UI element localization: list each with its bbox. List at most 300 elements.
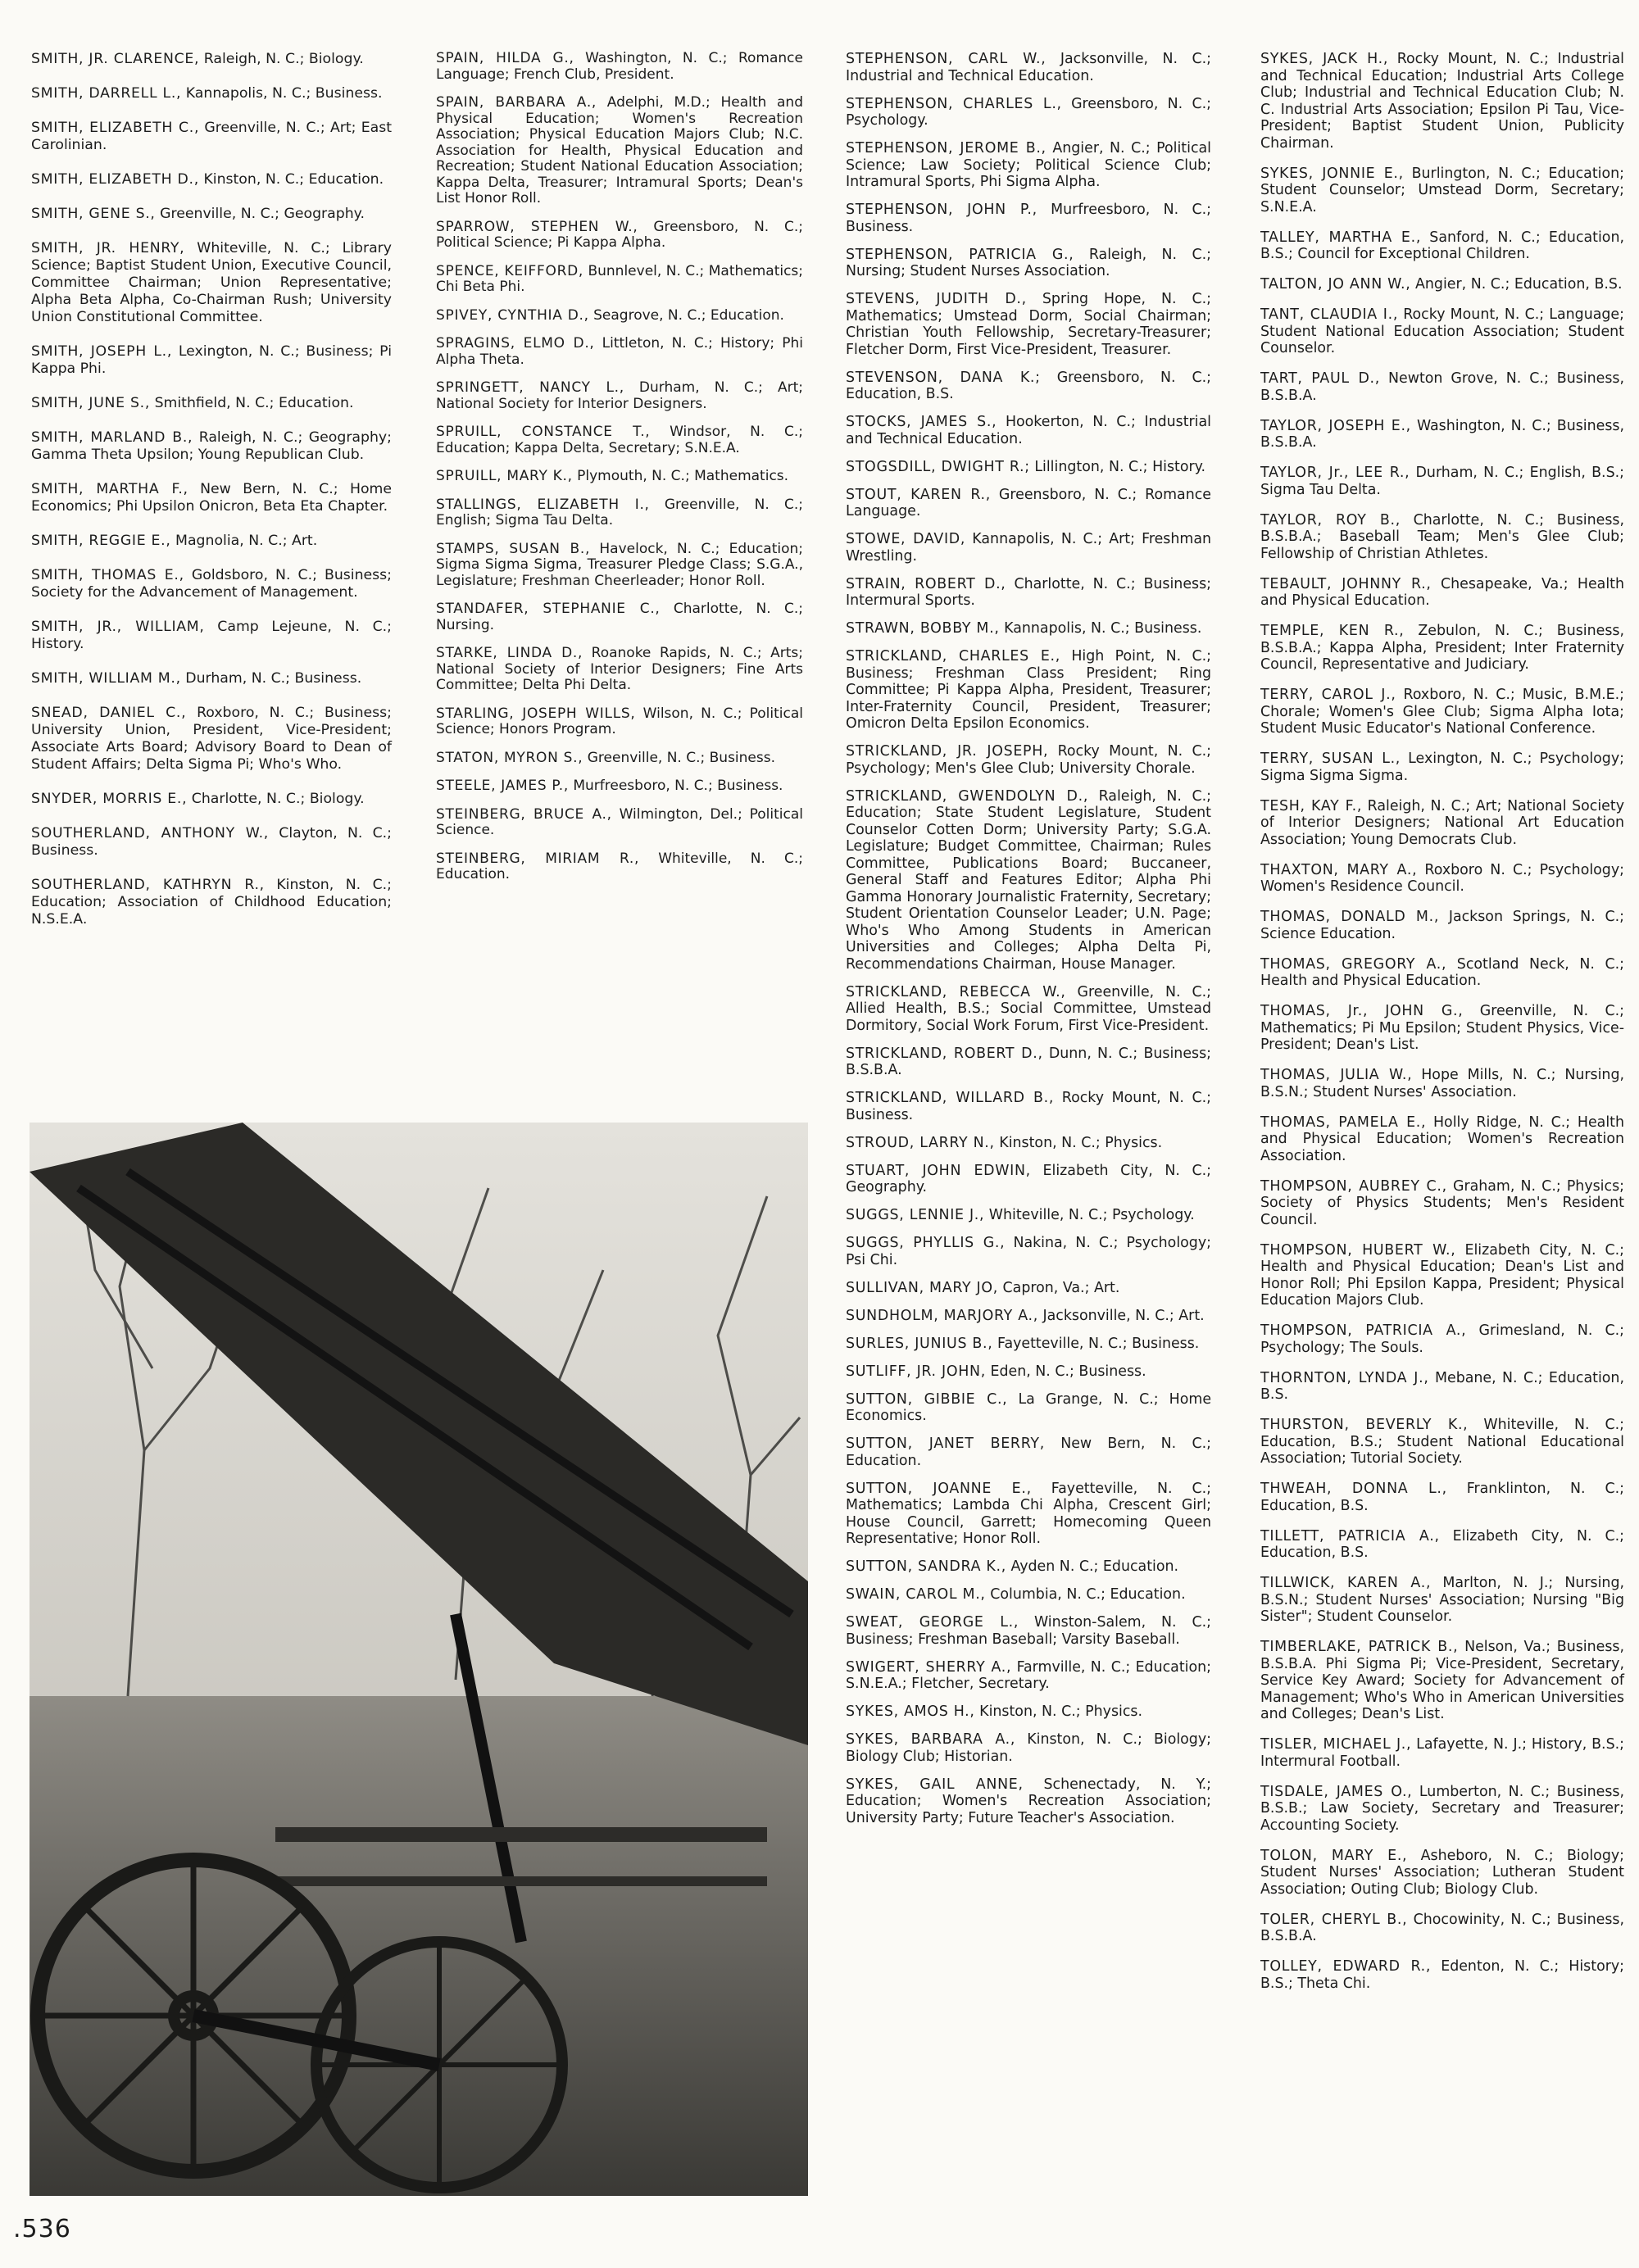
directory-entry <box>846 984 1211 1035</box>
entry-name: TALTON, JO ANN W., <box>1260 276 1411 293</box>
entry-name: SOUTHERLAND, ANTHONY W., <box>31 825 270 841</box>
directory-entry <box>846 202 1211 235</box>
entry-details: Whiteville, N. C.; Psychology. <box>988 1207 1195 1223</box>
entry-details: Durham, N. C.; Business. <box>185 670 362 687</box>
entry-name: THOMAS, DONALD M., <box>1260 909 1440 925</box>
entry-details: Washington, N. C.; Romance Language; French Club, President. <box>436 50 803 83</box>
entry-name: THOMAS, GREGORY A., <box>1260 955 1447 973</box>
directory-entry <box>846 1776 1211 1827</box>
entry-name: STOGSDILL, DWIGHT R.; <box>846 458 1030 475</box>
entry-name: SWEAT, GEORGE L., <box>846 1614 1019 1631</box>
entry-name: STRICKLAND, CHARLES E., <box>846 648 1061 665</box>
entry-name: STRAIN, ROBERT D., <box>846 575 1006 592</box>
entry-name: STRICKLAND, WILLARD B., <box>846 1090 1055 1106</box>
entry-name: SPRUILL, MARY K., <box>436 468 573 484</box>
entry-details: Greenville, N. C.; English; Sigma Tau Delta. <box>436 496 803 528</box>
entry-details: Durham, N. C.; English, B.S.; Sigma Tau Delta. <box>1260 465 1624 498</box>
entry-name: SUTTON, JOANNE E., <box>846 1480 1032 1497</box>
entry-name: TOLER, CHERYL B., <box>1260 1911 1408 1928</box>
entry-name: SMITH, GENE S., <box>31 206 156 222</box>
entry-name: SMITH, ELIZABETH C., <box>31 120 200 136</box>
entry-name: STEELE, JAMES P., <box>436 778 569 794</box>
entry-details: Greenville, N. C.; Allied Health, B.S.; Social Committee, Umstead Dormitory, Social Work Forum, First Vice-President. <box>846 983 1211 1034</box>
entry-name: STRICKLAND, JR. JOSEPH, <box>846 743 1049 760</box>
entry-name: SUTTON, GIBBIE C., <box>846 1390 1008 1408</box>
directory-entry <box>436 51 803 83</box>
directory-entry <box>846 1090 1211 1123</box>
entry-details: Winston-Salem, N. C.; Business; Freshman Baseball; Varsity Baseball. <box>846 1614 1212 1648</box>
directory-entry <box>846 414 1211 447</box>
entry-name: SWIGERT, SHERRY A., <box>846 1658 1012 1676</box>
entry-name: STRICKLAND, GWENDOLYN D., <box>846 787 1089 805</box>
entry-details: Murfreesboro, N. C.; Business. <box>846 202 1211 235</box>
directory-entry <box>31 240 392 326</box>
entry-name: SULLIVAN, MARY JO, <box>846 1279 998 1296</box>
directory-column-3 <box>846 51 1211 1838</box>
entry-details: Seagrove, N. C.; Education. <box>593 306 784 324</box>
entry-details: Roanoke Rapids, N. C.; Arts; National Society of Interior Designers; Fine Arts Committee; Delta Phi Delta. <box>436 645 803 693</box>
entry-details: Charlotte, N. C.; Business, B.S.B.A.; Baseball Team; Men's Glee Club; Fellowship of Christian Athletes. <box>1260 511 1624 562</box>
entry-details: Kannapolis, N. C.; Business. <box>185 85 383 102</box>
entry-name: THOMAS, PAMELA E., <box>1260 1114 1427 1131</box>
entry-name: SOUTHERLAND, KATHRYN R., <box>31 877 265 893</box>
entry-name: SMITH, THOMAS E., <box>31 567 184 583</box>
entry-name: STEPHENSON, PATRICIA G., <box>846 246 1074 263</box>
entry-name: TERRY, CAROL J., <box>1260 687 1396 703</box>
directory-entry <box>846 1586 1211 1603</box>
directory-entry <box>846 1280 1211 1297</box>
directory-entry <box>31 705 392 773</box>
directory-entry <box>846 487 1211 520</box>
directory-entry <box>31 533 392 550</box>
entry-name: SUTLIFF, JR. JOHN, <box>846 1363 986 1380</box>
directory-entry <box>31 51 392 68</box>
entry-details: Kinston, N. C.; Education. <box>203 171 384 188</box>
entry-details: Charlotte, N. C.; Nursing. <box>436 601 803 633</box>
directory-entry <box>1260 862 1624 896</box>
photo-old-wagon <box>30 1123 808 2196</box>
entry-details: Franklinton, N. C.; Education, B.S. <box>1260 1481 1624 1514</box>
directory-entry <box>31 343 392 378</box>
entry-details: Wilmington, Del.; Political Science. <box>436 805 803 838</box>
entry-details: Asheboro, N. C.; Biology; Student Nurses' Association; Lutheran Student Association; Outing Club; Biology Club. <box>1260 1847 1625 1898</box>
entry-name: TALLEY, MARTHA E., <box>1260 229 1422 246</box>
entry-details: Marlton, N. J.; Nursing, B.S.N.; Student Nurses' Association; Nursing "Big Sister"; Student Counselor. <box>1260 1575 1625 1625</box>
entry-details: Graham, N. C.; Physics; Society of Physics Students; Men's Resident Council. <box>1260 1177 1624 1228</box>
directory-entry <box>436 424 803 456</box>
directory-entry <box>31 567 392 601</box>
entry-name: TIMBERLAKE, PATRICK B., <box>1260 1639 1459 1655</box>
directory-entry <box>436 336 803 368</box>
directory-entry <box>1260 798 1624 849</box>
entry-details: Clayton, N. C.; Business. <box>31 825 392 859</box>
entry-name: TEBAULT, JOHNNY R., <box>1260 575 1432 592</box>
entry-name: SWAIN, CAROL M., <box>846 1586 986 1603</box>
entry-name: SMITH, DARRELL L., <box>31 85 182 102</box>
directory-entry <box>31 120 392 154</box>
directory-entry <box>846 1163 1211 1196</box>
entry-name: THOMPSON, PATRICIA A., <box>1260 1322 1467 1339</box>
entry-details: Jacksonville, N. C.; Art. <box>1042 1307 1205 1324</box>
entry-details: Bunnlevel, N. C.; Mathematics; Chi Beta Phi. <box>436 262 804 295</box>
entry-name: SUNDHOLM, MARJORY A., <box>846 1307 1038 1324</box>
entry-details: High Point, N. C.; Business; Freshman Class President; Ring Committee; Pi Kappa Alpha, President, Treasurer; Inter-Fraternity Council, President, Treasurer; Omicron Delta Epsilon Economics. <box>846 648 1211 732</box>
directory-entry <box>846 1207 1211 1224</box>
entry-details: Chesapeake, Va.; Health and Physical Education. <box>1260 575 1625 609</box>
directory-entry <box>31 171 392 188</box>
directory-entry <box>436 542 803 590</box>
entry-name: THAXTON, MARY A., <box>1260 861 1418 878</box>
directory-entry <box>846 1614 1211 1648</box>
entry-name: SUTTON, SANDRA K., <box>846 1558 1006 1575</box>
entry-details: Mebane, N. C.; Education, B.S. <box>1260 1369 1624 1403</box>
entry-name: SUGGS, LENNIE J., <box>846 1207 985 1223</box>
directory-entry <box>1260 166 1624 216</box>
entry-details: Raleigh, N. C.; Nursing; Student Nurses Association. <box>846 246 1211 279</box>
directory-entry <box>1260 1528 1624 1562</box>
directory-entry <box>436 706 803 738</box>
entry-details: La Grange, N. C.; Home Economics. <box>846 1390 1212 1424</box>
entry-details: Murfreesboro, N. C.; Business. <box>573 778 783 794</box>
entry-details: Raleigh, N. C.; Art; National Society of Interior Designers; National Art Education Association; Young Democrats Club. <box>1260 797 1624 848</box>
entry-details: Nakina, N. C.; Psychology; Psi Chi. <box>846 1235 1211 1268</box>
directory-entry <box>846 1731 1211 1765</box>
entry-name: THOMAS, Jr., JOHN G., <box>1260 1003 1464 1019</box>
entry-name: SNYDER, MORRIS E., <box>31 791 188 807</box>
entry-details: Lexington, N. C.; Psychology; Sigma Sigma Sigma. <box>1260 751 1624 784</box>
entry-name: SPAIN, BARBARA A., <box>436 94 597 111</box>
entry-details: Goldsboro, N. C.; Business; Society for the Advancement of Management. <box>31 567 392 601</box>
entry-details: Smithfield, N. C.; Education. <box>154 395 354 411</box>
directory-entry <box>1260 1848 1624 1898</box>
entry-name: STATON, MYRON S., <box>436 749 583 766</box>
entry-details: Kinston, N. C.; Physics. <box>979 1703 1142 1720</box>
directory-entry <box>846 620 1211 637</box>
directory-entry <box>436 778 803 795</box>
entry-name: STRICKLAND, REBECCA W., <box>846 983 1066 1000</box>
entry-details: Wilson, N. C.; Political Science; Honors Program. <box>436 705 804 737</box>
entry-details: Elizabeth City, N. C.; Education, B.S. <box>1260 1527 1624 1561</box>
entry-details: Whiteville, N. C.; Library Science; Baptist Student Union, Executive Council, Committee Chairman; Union Representative; Alpha Beta Alpha, Co-Chairman Rush; University Union Constitutional Committee. <box>31 240 392 325</box>
directory-entry <box>436 380 803 412</box>
entry-name: TOLON, MARY E., <box>1260 1847 1408 1864</box>
entry-details: Grimesland, N. C.; Psychology; The Souls. <box>1260 1322 1625 1356</box>
entry-name: TISLER, MICHAEL J., <box>1260 1736 1412 1753</box>
entry-details: Scotland Neck, N. C.; Health and Physical Education. <box>1260 955 1624 989</box>
entry-name: STOCKS, JAMES S., <box>846 414 997 430</box>
directory-entry <box>846 1558 1211 1576</box>
entry-details: Hope Mills, N. C.; Nursing, B.S.N.; Student Nurses' Association. <box>1260 1067 1625 1100</box>
entry-details: Angier, N. C.; Political Science; Law Society; Political Science Club; Intramural Sports, Phi Sigma Alpha. <box>846 140 1211 190</box>
directory-entry <box>1260 512 1624 563</box>
entry-name: STEVENSON, DANA K.; <box>846 369 1041 386</box>
entry-details: Spring Hope, N. C.; Mathematics; Umstead Dorm, Social Chairman; Christian Youth Fellowship, Secretary-Treasurer; Fletcher Dorm, First Vice-President, Treasurer. <box>846 291 1211 358</box>
directory-entry <box>846 1659 1211 1693</box>
entry-details: Sanford, N. C.; Education, B.S.; Council for Exceptional Children. <box>1260 229 1625 262</box>
entry-details: Greenville, N. C.; Mathematics; Pi Mu Epsilon; Student Physics, Vice-President; Dean's List. <box>1260 1003 1624 1053</box>
entry-name: SPRINGETT, NANCY L., <box>436 379 624 396</box>
entry-details: Whiteville, N. C.; Education. <box>436 850 803 882</box>
entry-name: THOMAS, JULIA W., <box>1260 1067 1413 1083</box>
entry-details: New Bern, N. C.; Home Economics; Phi Upsilon Onicron, Beta Eta Chapter. <box>31 481 392 515</box>
entry-details: Havelock, N. C.; Education; Sigma Sigma Sigma, Treasurer Pledge Class; S.G.A., Legislature; Freshman Cheerleader; Honor Roll. <box>436 540 804 589</box>
entry-name: TESH, KAY F., <box>1260 797 1363 814</box>
entry-details: Burlington, N. C.; Education; Student Counselor; Umstead Dorm, Secretary; S.N.E.A. <box>1260 165 1624 215</box>
entry-name: SUTTON, JANET BERRY, <box>846 1436 1045 1452</box>
directory-entry <box>846 1703 1211 1721</box>
entry-details: Kinston, N. C.; Biology; Biology Club; Historian. <box>846 1731 1212 1765</box>
entry-name: STUART, JOHN EDWIN, <box>846 1162 1031 1179</box>
entry-details: Lexington, N. C.; Business; Pi Kappa Phi. <box>31 343 392 377</box>
entry-details: Raleigh, N. C.; Biology. <box>203 51 364 67</box>
entry-details: Rocky Mount, N. C.; Business. <box>846 1090 1212 1123</box>
entry-name: SYKES, JONNIE E., <box>1260 165 1404 182</box>
entry-details: Lillington, N. C.; History. <box>1034 458 1205 475</box>
entry-name: SMITH, JUNE S., <box>31 395 151 411</box>
entry-name: STANDAFER, STEPHANIE C., <box>436 601 661 617</box>
entry-name: SMITH, MARTHA F., <box>31 481 188 497</box>
entry-name: STEVENS, JUDITH D., <box>846 291 1027 307</box>
entry-name: TAYLOR, JOSEPH E., <box>1260 417 1411 434</box>
entry-details: Greenville, N. C.; Business. <box>587 749 776 766</box>
directory-entry <box>846 96 1211 129</box>
entry-name: STRICKLAND, ROBERT D., <box>846 1045 1043 1062</box>
entry-details: Hookerton, N. C.; Industrial and Technical Education. <box>846 414 1211 447</box>
entry-name: SMITH, JR., WILLIAM, <box>31 619 205 635</box>
directory-entry <box>1260 1003 1624 1054</box>
entry-details: Nelson, Va.; Business, B.S.B.A. Phi Sigma Pi; Vice-President, Secretary, Service Key Award; Society for Advancement of Management; Who's Who in American Universities and Colleges; Dean's List. <box>1260 1639 1624 1722</box>
page-number: .536 <box>13 2215 71 2243</box>
entry-details: Jackson Springs, N. C.; Science Education. <box>1260 909 1624 942</box>
directory-entry <box>846 1436 1211 1469</box>
directory-entry <box>436 851 803 883</box>
entry-details: Windsor, N. C.; Education; Kappa Delta, Secretary; S.N.E.A. <box>436 424 803 456</box>
entry-name: THOMPSON, HUBERT W., <box>1260 1241 1456 1259</box>
entry-name: SURLES, JUNIUS B., <box>846 1335 993 1352</box>
entry-name: SMITH, MARLAND B., <box>31 429 193 446</box>
entry-details: Columbia, N. C.; Education. <box>990 1586 1186 1603</box>
directory-entry <box>1260 1067 1624 1100</box>
entry-details: New Bern, N. C.; Education. <box>846 1436 1211 1469</box>
entry-name: TILLETT, PATRICIA A., <box>1260 1527 1440 1545</box>
entry-name: SPIVEY, CYNTHIA D., <box>436 306 589 324</box>
directory-entry <box>846 1308 1211 1325</box>
entry-name: SUGGS, PHYLLIS G., <box>846 1235 1006 1251</box>
entry-details: Roxboro, N. C.; Music, B.M.E.; Chorale; Women's Glee Club; Sigma Alpha Iota; Student Music Educator's National Conference. <box>1260 687 1624 737</box>
entry-details: Roxboro N. C.; Psychology; Women's Residence Council. <box>1260 861 1625 895</box>
directory-entry <box>1260 956 1624 990</box>
entry-details: Zebulon, N. C.; Business, B.S.B.A.; Kappa Alpha, President; Inter Fraternity Council, Representative and Judiciary. <box>1260 623 1625 673</box>
directory-entry <box>1260 465 1624 498</box>
entry-name: TEMPLE, KEN R., <box>1260 623 1405 639</box>
directory-entry <box>846 1046 1211 1079</box>
directory-entry <box>436 497 803 529</box>
entry-name: STAMPS, SUSAN B., <box>436 540 591 557</box>
entry-details: Newton Grove, N. C.; Business, B.S.B.A. <box>1260 370 1625 404</box>
entry-name: SPAIN, HILDA G., <box>436 50 574 66</box>
entry-name: THORNTON, LYNDA J., <box>1260 1369 1429 1386</box>
directory-entry <box>436 601 803 633</box>
entry-name: SMITH, WILLIAM M., <box>31 670 181 687</box>
directory-column-1 <box>31 51 392 946</box>
directory-entry <box>1260 1417 1624 1467</box>
entry-details: Camp Lejeune, N. C.; History. <box>31 619 392 652</box>
entry-name: TOLLEY, EDWARD R., <box>1260 1958 1432 1975</box>
directory-entry <box>1260 1575 1624 1626</box>
entry-details: Lumberton, N. C.; Business, B.S.B.; Law Society, Secretary and Treasurer; Accounting Society. <box>1260 1783 1624 1834</box>
entry-details: Kannapolis, N. C.; Business. <box>1004 620 1202 637</box>
directory-entry <box>1260 276 1624 293</box>
entry-details: Plymouth, N. C.; Mathematics. <box>577 468 789 484</box>
entry-details: Greenville, N. C.; Art; East Carolinian. <box>31 120 392 153</box>
entry-details: Magnolia, N. C.; Art. <box>175 533 318 549</box>
entry-details: Holly Ridge, N. C.; Health and Physical Education; Women's Recreation Association. <box>1260 1114 1625 1164</box>
entry-details: Ayden N. C.; Education. <box>1010 1558 1179 1575</box>
entry-details: Raleigh, N. C.; Education; State Student Legislature, Student Counselor Cotten Dorm; University Party; S.G.A. Legislature; Budget Committee, Chairman; Rules Committee, Publications Board; Buccaneer, General Staff and Features Editor; Alpha Phi Gamma Honorary Journalistic Fraternity, Secretary; Student Orientation Counselor Leader; U.N. Page; Who's Who Among Students in American Universities and Colleges; Alpha Delta Pi, Recommendations Chairman, House Manager. <box>846 787 1211 973</box>
directory-entry <box>1260 51 1624 152</box>
entry-details: Edenton, N. C.; History; B.S.; Theta Chi. <box>1260 1958 1625 1992</box>
directory-entry <box>31 481 392 515</box>
entry-name: STRAWN, BOBBY M., <box>846 620 1000 637</box>
directory-entry <box>1260 1242 1624 1309</box>
entry-details: Greensboro, N. C.; Romance Language. <box>846 486 1211 519</box>
entry-name: TAYLOR, ROY B., <box>1260 511 1401 528</box>
entry-details: Fayetteville, N. C.; Mathematics; Lambda Chi Alpha, Crescent Girl; House Council, Garrett; Homecoming Queen Representative; Honor Roll. <box>846 1480 1211 1547</box>
directory-entry <box>436 751 803 767</box>
directory-entry <box>31 825 392 860</box>
entry-name: SYKES, GAIL ANNE, <box>846 1776 1024 1793</box>
wagon-photo-illustration <box>30 1123 808 2196</box>
directory-entry <box>1260 751 1624 784</box>
entry-details: Greenville, N. C.; Geography. <box>160 206 365 222</box>
entry-details: Fayetteville, N. C.; Business. <box>997 1335 1200 1352</box>
entry-name: STEINBERG, BRUCE A., <box>436 805 612 823</box>
directory-entry <box>436 469 803 485</box>
entry-details: Roxboro, N. C.; Business; University Union, President, Vice-President; Associate Arts Board; Advisory Board to Dean of Student Affairs; Delta Sigma Pi; Who's Who. <box>31 705 392 773</box>
directory-entry <box>1260 687 1624 737</box>
entry-name: STEINBERG, MIRIAM R., <box>436 850 640 867</box>
directory-entry <box>31 395 392 412</box>
directory-entry <box>1260 229 1624 263</box>
entry-name: SPRUILL, CONSTANCE T., <box>436 424 651 440</box>
directory-entry <box>1260 1370 1624 1404</box>
directory-entry <box>436 95 803 207</box>
entry-name: SMITH, JR. CLARENCE, <box>31 51 200 67</box>
entry-details: Washington, N. C.; Business, B.S.B.A. <box>1260 417 1625 451</box>
directory-entry <box>31 877 392 928</box>
directory-entry <box>1260 370 1624 404</box>
directory-entry <box>1260 418 1624 451</box>
entry-name: THURSTON, BEVERLY K., <box>1260 1417 1469 1433</box>
entry-name: STARKE, LINDA D., <box>436 645 583 661</box>
entry-details: Littleton, N. C.; History; Phi Alpha Theta. <box>436 335 803 368</box>
directory-entry <box>846 51 1211 84</box>
entry-name: SMITH, JR. HENRY, <box>31 240 185 256</box>
directory-entry <box>436 807 803 839</box>
entry-details: Chocowinity, N. C.; Business, B.S.B.A. <box>1260 1911 1624 1944</box>
directory-entry <box>1260 909 1624 942</box>
entry-details: Jacksonville, N. C.; Industrial and Technical Education. <box>846 51 1211 84</box>
directory-entry <box>31 670 392 687</box>
entry-name: SPENCE, KEIFFORD, <box>436 262 584 279</box>
entry-details: Rocky Mount, N. C.; Industrial and Technical Education; Industrial Arts College Club; Industrial and Technical Education Club; N. C. Industrial Arts Association; Epsilon Pi Tau, Vice-President; Baptist Student Union, Publicity Chairman. <box>1260 51 1625 152</box>
directory-column-4 <box>1260 51 1624 2006</box>
directory-entry <box>436 308 803 324</box>
entry-details: Dunn, N. C.; Business; B.S.B.A. <box>846 1045 1211 1078</box>
entry-name: SYKES, JACK H., <box>1260 51 1389 67</box>
entry-details: Greensboro, N. C.; Education, B.S. <box>846 369 1212 402</box>
entry-name: SYKES, BARBARA A., <box>846 1731 1016 1748</box>
directory-entry <box>846 576 1211 610</box>
directory-entry <box>1260 306 1624 357</box>
directory-entry <box>1260 1736 1624 1770</box>
entry-name: STEPHENSON, JOHN P., <box>846 202 1037 218</box>
entry-name: STEPHENSON, CARL W., <box>846 51 1047 67</box>
entry-details: Schenectady, N. Y.; Education; Women's Recreation Association; University Party; Future Teacher's Association. <box>846 1776 1211 1826</box>
directory-entry <box>846 140 1211 191</box>
directory-entry <box>31 619 392 653</box>
entry-details: Elizabeth City, N. C.; Health and Physical Education; Dean's List and Honor Roll; Phi Epsilon Kappa, President; Physical Education Majors Club. <box>1260 1241 1625 1309</box>
directory-entry <box>1260 1912 1624 1945</box>
entry-name: TERRY, SUSAN L., <box>1260 751 1401 767</box>
directory-entry <box>846 370 1211 403</box>
entry-name: STARLING, JOSEPH WILLS, <box>436 705 636 722</box>
entry-details: Farmville, N. C.; Education; S.N.E.A.; Fletcher, Secretary. <box>846 1658 1212 1692</box>
entry-details: Charlotte, N. C.; Biology. <box>191 791 365 807</box>
entry-name: TAYLOR, Jr., LEE R., <box>1260 465 1410 481</box>
entry-name: SMITH, JOSEPH L., <box>31 343 173 360</box>
directory-entry <box>846 1481 1211 1548</box>
entry-name: STROUD, LARRY N., <box>846 1134 995 1151</box>
entry-details: Durham, N. C.; Art; National Society for Interior Designers. <box>436 379 804 412</box>
entry-name: SMITH, REGGIE E., <box>31 533 171 549</box>
entry-name: SNEAD, DANIEL C., <box>31 705 187 721</box>
entry-details: Whiteville, N. C.; Education, B.S.; Student National Educational Association; Tutorial Society. <box>1260 1417 1624 1467</box>
entry-name: SPRAGINS, ELMO D., <box>436 335 595 352</box>
directory-entry <box>846 531 1211 565</box>
directory-entry <box>436 646 803 694</box>
entry-details: Kannapolis, N. C.; Art; Freshman Wrestling. <box>846 531 1211 565</box>
entry-name: STEPHENSON, JEROME B., <box>846 140 1047 156</box>
entry-name: TART, PAUL D., <box>1260 370 1381 387</box>
directory-entry <box>31 206 392 223</box>
directory-column-2 <box>436 51 803 896</box>
directory-entry <box>1260 1958 1624 1992</box>
directory-entry <box>846 1135 1211 1152</box>
directory-entry <box>846 1235 1211 1268</box>
entry-details: Charlotte, N. C.; Business; Intermural Sports. <box>846 575 1211 609</box>
directory-entry <box>1260 576 1624 610</box>
entry-details: Raleigh, N. C.; Geography; Gamma Theta Upsilon; Young Republican Club. <box>31 429 392 463</box>
entry-name: THWEAH, DONNA L., <box>1260 1481 1447 1497</box>
entry-name: SMITH, ELIZABETH D., <box>31 171 199 188</box>
directory-entry <box>1260 1481 1624 1514</box>
entry-name: TILLWICK, KAREN A., <box>1260 1575 1432 1591</box>
directory-entry <box>31 429 392 464</box>
directory-entry <box>846 1336 1211 1353</box>
entry-details: Kinston, N. C.; Physics. <box>999 1134 1163 1151</box>
directory-entry <box>1260 623 1624 674</box>
entry-name: TISDALE, JAMES O., <box>1260 1783 1413 1800</box>
directory-entry <box>31 85 392 102</box>
entry-details: Elizabeth City, N. C.; Geography. <box>846 1162 1212 1195</box>
directory-entry <box>846 788 1211 973</box>
entry-details: Kinston, N. C.; Education; Association of Childhood Education; N.S.E.A. <box>31 877 392 928</box>
entry-details: Rocky Mount, N. C.; Language; Student National Education Association; Student Counselor. <box>1260 306 1624 356</box>
entry-name: STOUT, KAREN R., <box>846 486 991 503</box>
directory-entry <box>436 264 803 296</box>
directory-entry <box>1260 1322 1624 1356</box>
